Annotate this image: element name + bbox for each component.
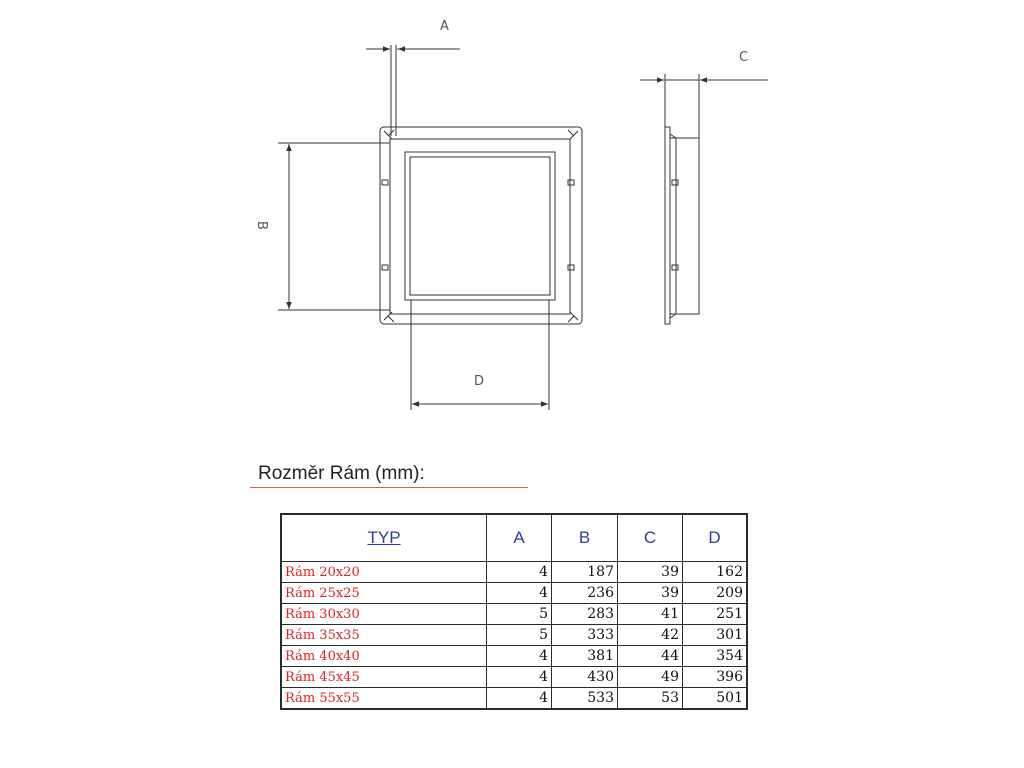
cell-typ: Rám 45x45 <box>281 667 487 688</box>
cell-d: 209 <box>683 583 748 604</box>
side-view-body <box>670 138 699 314</box>
table-row <box>281 667 747 688</box>
table-header-row <box>281 514 747 562</box>
cell-d: 162 <box>683 562 748 583</box>
cell-a: 4 <box>487 688 552 710</box>
cell-c: 53 <box>618 688 683 710</box>
cell-a: 4 <box>487 667 552 688</box>
cell-d: 301 <box>683 625 748 646</box>
cell-b: 533 <box>552 688 618 710</box>
cell-c: 39 <box>618 583 683 604</box>
heading-underline <box>250 487 528 488</box>
cell-c: 49 <box>618 667 683 688</box>
cell-typ: Rám 25x25 <box>281 583 487 604</box>
cell-a: 5 <box>487 604 552 625</box>
cell-d: 251 <box>683 604 748 625</box>
cell-a: 4 <box>487 646 552 667</box>
cell-a: 5 <box>487 625 552 646</box>
cell-b: 333 <box>552 625 618 646</box>
cell-c: 42 <box>618 625 683 646</box>
cell-typ: Rám 40x40 <box>281 646 487 667</box>
dimension-label-b: B <box>254 221 269 230</box>
header-d: D <box>683 514 748 562</box>
cell-typ: Rám 30x30 <box>281 604 487 625</box>
cell-typ: Rám 55x55 <box>281 688 487 710</box>
table-row <box>281 625 747 646</box>
cell-d: 396 <box>683 667 748 688</box>
cell-a: 4 <box>487 583 552 604</box>
cell-d: 354 <box>683 646 748 667</box>
frame-inner-lip <box>390 139 570 314</box>
header-c: C <box>618 514 683 562</box>
dimension-label-d: D <box>474 374 485 389</box>
header-b: B <box>552 514 618 562</box>
cell-typ: Rám 35x35 <box>281 625 487 646</box>
dimension-label-a: A <box>440 19 449 34</box>
table-row <box>281 688 747 710</box>
table-row <box>281 562 747 583</box>
cell-d: 501 <box>683 688 748 710</box>
corner-tab <box>384 131 578 320</box>
cell-a: 4 <box>487 562 552 583</box>
table-row <box>281 646 747 667</box>
cell-b: 381 <box>552 646 618 667</box>
frame-opening <box>410 157 550 295</box>
frame-sizes-table <box>280 513 748 710</box>
cell-c: 41 <box>618 604 683 625</box>
header-typ: TYP <box>281 514 487 562</box>
cell-typ: Rám 20x20 <box>281 562 487 583</box>
side-view-flange <box>665 127 670 324</box>
cell-c: 39 <box>618 562 683 583</box>
dimension-label-c: C <box>739 50 749 65</box>
header-a: A <box>487 514 552 562</box>
table-row <box>281 604 747 625</box>
table-row <box>281 583 747 604</box>
table-heading: Rozměr Rám (mm): <box>258 463 425 484</box>
cell-b: 187 <box>552 562 618 583</box>
cell-b: 283 <box>552 604 618 625</box>
cell-c: 44 <box>618 646 683 667</box>
cell-b: 236 <box>552 583 618 604</box>
cell-b: 430 <box>552 667 618 688</box>
